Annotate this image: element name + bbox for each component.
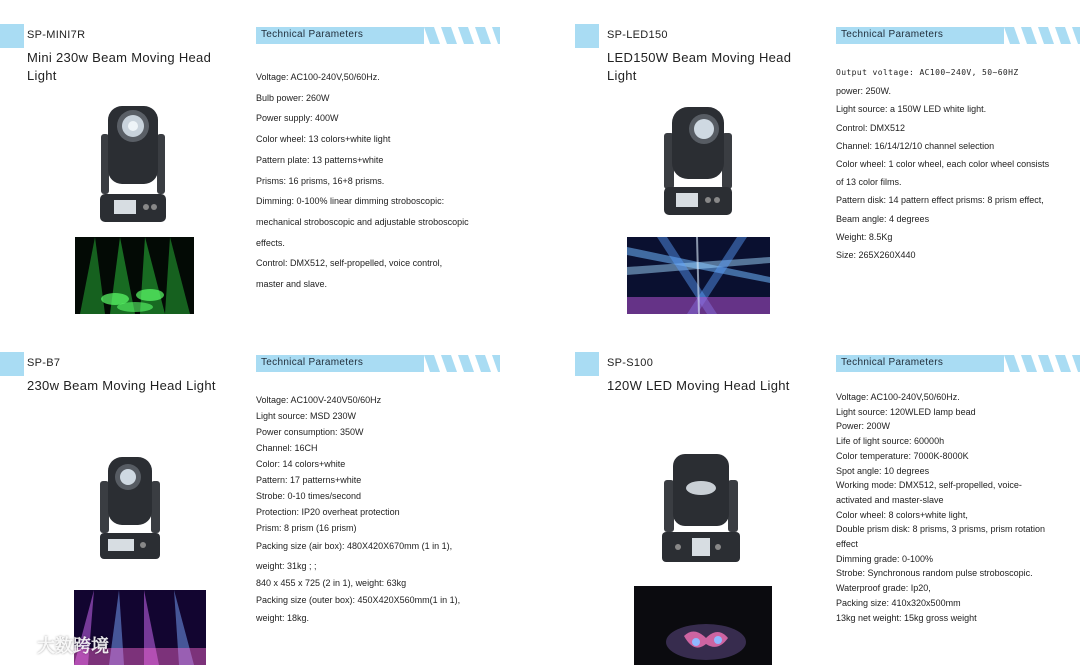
moving-head-fixture-image: [660, 452, 742, 564]
param-line: Channel: 16/14/12/10 channel selection: [836, 140, 995, 151]
param-line: Light source: 120WLED lamp bead: [836, 406, 976, 417]
product-code: SP-MINI7R: [27, 29, 86, 41]
param-line: Protection: IP20 overheat protection: [256, 507, 400, 517]
accent-square: [0, 24, 24, 48]
param-line: Life of light source: 60000h: [836, 436, 945, 447]
product-title-line: Mini 230w Beam Moving Head: [27, 50, 212, 65]
param-line: Double prism disk: 8 prisms, 3 prisms, prism rotation: [836, 524, 1046, 535]
decorative-stripes: [424, 27, 500, 44]
param-line: Power supply: 400W: [256, 113, 339, 124]
technical-parameters-header: [836, 27, 1080, 44]
param-line: Voltage: AC100-240V,50/60Hz.: [256, 72, 380, 82]
param-line: Packing size: 410x320x500mm: [836, 597, 961, 608]
parameter-list: [256, 392, 460, 626]
accent-square: [575, 352, 599, 376]
param-line: Spot angle: 10 degrees: [836, 465, 930, 476]
param-line: Pattern: 17 patterns+white: [256, 475, 362, 485]
watermark-logo: [6, 632, 109, 658]
section-header-label: Technical Parameters: [261, 29, 364, 40]
green-beam-effect-photo: [75, 237, 194, 314]
moving-head-fixture-image: [96, 100, 170, 226]
param-line: Power consumption: 350W: [256, 427, 364, 437]
product-title: [27, 49, 211, 85]
param-line: Pattern disk: 14 pattern effect prisms: 8 prism effect,: [836, 195, 1044, 206]
param-line: mechanical stroboscopic and adjustable stroboscopic: [256, 216, 469, 227]
param-line: Voltage: AC100V-240V50/60Hz: [256, 395, 382, 405]
param-line: Control: DMX512, self-propelled, voice control,: [256, 258, 443, 269]
parameter-list: [256, 67, 469, 295]
decorative-stripes: [424, 355, 500, 372]
param-line: weight: 31kg ; ;: [256, 561, 317, 571]
param-line: weight: 18kg.: [256, 613, 310, 623]
blue-beam-stage-photo: [627, 237, 770, 314]
moving-head-fixture-image: [98, 455, 162, 561]
section-header-label: Technical Parameters: [841, 29, 944, 40]
product-title-line: 230w Beam Moving Head Light: [27, 378, 216, 393]
param-line: activated and master-slave: [836, 494, 944, 505]
param-line: effects.: [256, 237, 285, 248]
moving-head-fixture-image: [660, 103, 736, 217]
parameter-list: [836, 64, 1049, 264]
product-title: [27, 377, 216, 395]
param-line: Color wheel: 1 color wheel, each color wheel consists: [836, 159, 1050, 170]
section-header-label: Technical Parameters: [261, 357, 364, 368]
param-line: Output voltage: AC100~240V, 50~60HZ: [836, 68, 1019, 77]
accent-square: [575, 24, 599, 48]
param-line: Waterproof grade: Ip20,: [836, 583, 931, 594]
param-line: Prisms: 16 prisms, 16+8 prisms.: [256, 175, 385, 186]
param-line: Size: 265X260X440: [836, 250, 916, 261]
param-line: Packing size (outer box): 450X420X560mm(1 in 1),: [256, 595, 461, 605]
gobo-projection-photo: [634, 586, 772, 665]
param-line: Voltage: AC100-240V,50/60Hz.: [836, 392, 960, 402]
product-title: [607, 377, 790, 395]
technical-parameters-header: [836, 355, 1080, 372]
param-line: Light source: a 150W LED white light.: [836, 104, 987, 115]
param-line: Dimming grade: 0-100%: [836, 553, 934, 564]
param-line: Pattern plate: 13 patterns+white: [256, 154, 384, 165]
product-title-line: Light: [607, 68, 637, 83]
param-line: power: 250W.: [836, 86, 892, 97]
param-line: Color temperature: 7000K-8000K: [836, 450, 969, 461]
watermark-text: 大数跨境: [37, 636, 110, 656]
section-header-label: Technical Parameters: [841, 357, 944, 368]
param-line: master and slave.: [256, 279, 328, 290]
param-line: Channel: 16CH: [256, 443, 318, 453]
param-line: effect: [836, 539, 858, 550]
product-code: SP-S100: [607, 357, 654, 369]
param-line: Color wheel: 8 colors+white light,: [836, 509, 968, 520]
param-line: Bulb power: 260W: [256, 92, 330, 103]
decorative-stripes: [1004, 27, 1080, 44]
param-line: Power: 200W: [836, 421, 891, 432]
param-line: Packing size (air box): 480X420X670mm (1 in 1),: [256, 541, 453, 551]
param-line: Weight: 8.5Kg: [836, 231, 893, 242]
param-line: of 13 color films.: [836, 177, 902, 188]
decorative-stripes: [1004, 355, 1080, 372]
param-line: 840 x 455 x 725 (2 in 1), weight: 63kg: [256, 578, 407, 588]
param-line: Beam angle: 4 degrees: [836, 213, 930, 224]
product-title-line: 120W LED Moving Head Light: [607, 378, 790, 393]
product-code: SP-LED150: [607, 29, 668, 41]
product-title-line: LED150W Beam Moving Head: [607, 50, 792, 65]
param-line: Prism: 8 prism (16 prism): [256, 523, 357, 533]
param-line: Strobe: 0-10 times/second: [256, 491, 362, 501]
param-line: Light source: MSD 230W: [256, 411, 357, 421]
technical-parameters-header: [256, 27, 500, 44]
parameter-list: [836, 390, 1045, 625]
product-title-line: Light: [27, 68, 57, 83]
param-line: Color wheel: 13 colors+white light: [256, 134, 391, 145]
product-title: [607, 49, 791, 85]
param-line: Dimming: 0-100% linear dimming stroboscopic:: [256, 196, 445, 207]
watermark-icon: [6, 634, 32, 656]
param-line: Control: DMX512: [836, 122, 906, 133]
product-code: SP-B7: [27, 357, 61, 369]
technical-parameters-header: [256, 355, 500, 372]
accent-square: [0, 352, 24, 376]
param-line: Color: 14 colors+white: [256, 459, 346, 469]
param-line: Strobe: Synchronous random pulse stroboscopic.: [836, 568, 1033, 579]
param-line: 13kg net weight: 15kg gross weight: [836, 612, 977, 623]
param-line: Working mode: DMX512, self-propelled, voice-: [836, 480, 1022, 491]
